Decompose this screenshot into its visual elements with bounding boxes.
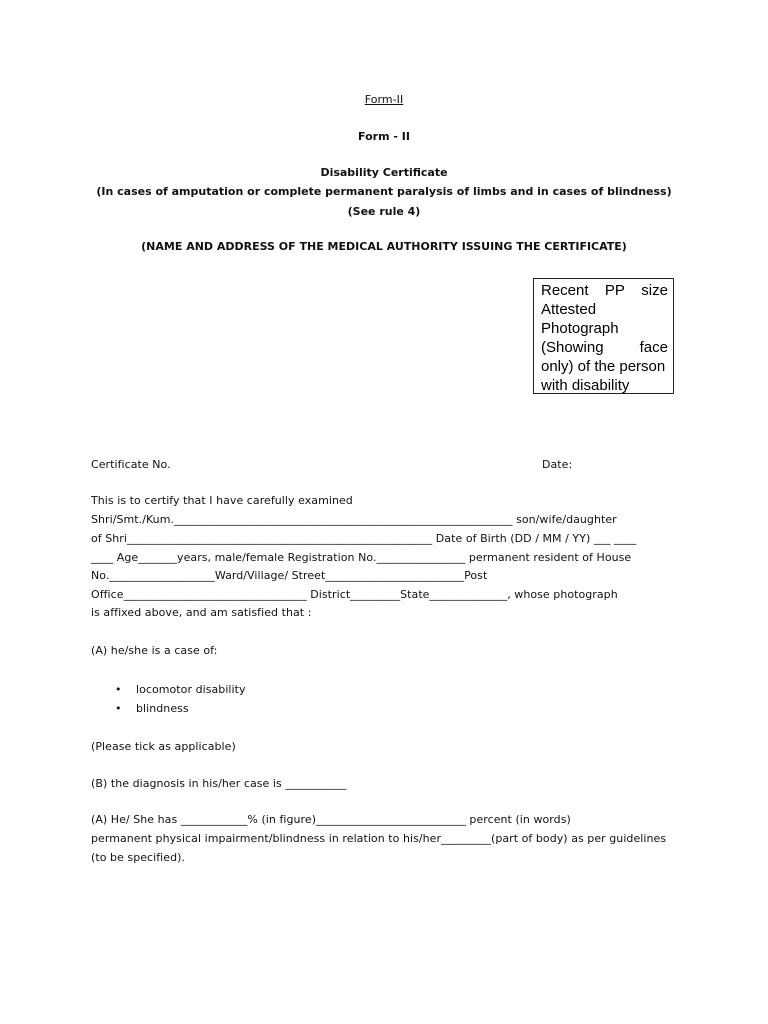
photo-text: PP xyxy=(604,282,625,299)
diagnosis-line: (B) the diagnosis in his/her case is ___________ xyxy=(91,777,347,790)
para-line: of Shri_______________________________________________________ Date of Birth (DD / MM / YY) ___ ____ xyxy=(91,532,637,545)
impairment-line: (A) He/ She has ____________% (in figure)___________________________ percent (in words) xyxy=(91,813,571,826)
photo-line-2 xyxy=(541,300,668,319)
rule-reference: (See rule 4) xyxy=(347,205,421,218)
form-label-underlined: Form-II xyxy=(364,93,404,106)
photo-text: only) of the person xyxy=(541,358,666,375)
date-label: Date: xyxy=(542,458,573,471)
photo-line-1 xyxy=(541,281,668,300)
certificate-subtitle: (In cases of amputation or complete permanent paralysis of limbs and in cases of blindness) xyxy=(96,185,672,198)
bullet-dot: • xyxy=(115,683,122,696)
para-line: No.___________________Ward/Village/ Street_________________________Post xyxy=(91,569,488,582)
para-line: Office_________________________________ District_________State______________, whose photograph xyxy=(91,588,618,601)
photo-line-4 xyxy=(541,338,668,357)
photo-text: Recent xyxy=(541,282,589,299)
para-line: Shri/Smt./Kum._____________________________________________________________ son/wife/daughter xyxy=(91,513,617,526)
impairment-line: (to be specified). xyxy=(91,851,186,864)
photo-text: Photograph xyxy=(541,320,619,337)
impairment-line: permanent physical impairment/blindness in relation to his/her_________(part of body) as per guidelines xyxy=(91,832,667,845)
authority-heading: (NAME AND ADDRESS OF THE MEDICAL AUTHORITY ISSUING THE CERTIFICATE) xyxy=(141,240,627,253)
photo-line-5 xyxy=(541,357,668,376)
photo-text: (Showing xyxy=(541,339,604,356)
certificate-no-label: Certificate No. xyxy=(91,458,171,471)
certificate-title: Disability Certificate xyxy=(320,166,448,179)
photo-text: with disability xyxy=(541,377,630,394)
para-line: ____ Age_______years, male/female Registration No.________________ permanent resident of House xyxy=(91,551,632,564)
case-of-label: (A) he/she is a case of: xyxy=(91,644,218,657)
tick-note: (Please tick as applicable) xyxy=(91,740,236,753)
photo-text: face xyxy=(639,339,668,356)
form-title: Form - II xyxy=(358,130,410,143)
bullet-item-blindness: blindness xyxy=(136,702,189,715)
para-line: This is to certify that I have carefully examined xyxy=(91,494,353,507)
para-line: is affixed above, and am satisfied that : xyxy=(91,606,312,619)
bullet-dot: • xyxy=(115,702,122,715)
photo-text: size xyxy=(641,282,668,299)
photo-placeholder-box xyxy=(533,278,674,394)
bullet-item-locomotor: locomotor disability xyxy=(136,683,246,696)
photo-text: Attested xyxy=(541,301,597,318)
photo-line-6 xyxy=(541,376,668,395)
photo-line-3 xyxy=(541,319,668,338)
